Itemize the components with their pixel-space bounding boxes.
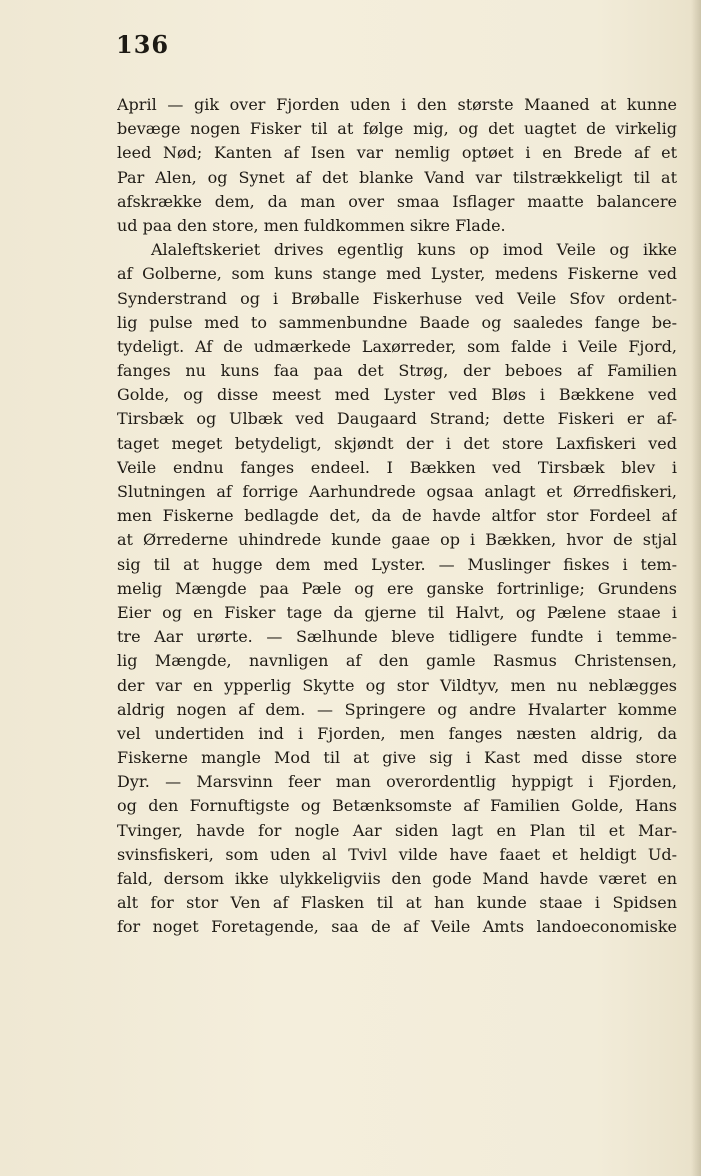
text-line: Slutningen af forrige Aarhundrede ogsaa anlagt et Ørredfiskeri, <box>117 482 677 501</box>
text-line: tydeligt. Af de udmærkede Laxørreder, som falde i Veile Fjord, <box>117 336 677 356</box>
text-line: taget meget betydeligt, skjøndt der i det store Laxfiskeri ved <box>117 433 677 453</box>
text-line: lig Mængde, navnligen af den gamle Rasmus Christensen, <box>117 651 677 671</box>
page-edge-shadow <box>691 0 701 1176</box>
text-line: fald, dersom ikke ulykkeligviis den gode Mand havde været en <box>117 869 677 888</box>
text-line: at Ørrederne uhindrede kunde gaae op i Bækken, hvor de stjal <box>117 530 677 550</box>
text-line: Tvinger, havde for nogle Aar siden lagt en Plan til et Mar- <box>117 820 677 840</box>
text-line: leed Nød; Kanten af Isen var nemlig optøet i en Brede af et <box>117 143 677 163</box>
text-line: Alaleftskeriet drives egentlig kuns op imod Veile og ikke <box>151 240 677 260</box>
text-line: ud paa den store, men fuldkommen sikre Flade. <box>117 215 506 235</box>
body-text <box>117 93 677 940</box>
text-line: og den Fornuftigste og Betænksomste af Familien Golde, Hans <box>117 796 677 816</box>
text-line: melig Mængde paa Pæle og ere ganske fortrinlige; Grundens <box>117 578 677 598</box>
text-line: afskrække dem, da man over smaa Isflager maatte balancere <box>117 191 677 211</box>
text-line: Par Alen, og Synet af det blanke Vand var tilstrækkeligt til at <box>117 167 677 187</box>
text-line: Golde, og disse meest med Lyster ved Bløs i Bækkene ved <box>117 385 677 405</box>
text-line: svinsfiskeri, som uden al Tvivl vilde have faaet et heldigt Ud- <box>117 844 677 864</box>
text-line: Veile endnu fanges endeel. I Bækken ved Tirsbæk blev i <box>117 457 677 477</box>
text-line: aldrig nogen af dem. — Springere og andre Hvalarter komme <box>117 699 677 719</box>
text-line: vel undertiden ind i Fjorden, men fanges næsten aldrig, da <box>117 723 677 743</box>
text-line: der var en ypperlig Skytte og stor Vildtyv, men nu neblægges <box>117 675 677 695</box>
text-line: Synderstrand og i Brøballe Fiskerhuse ved Veile Sfov ordent- <box>117 288 677 308</box>
text-line: tre Aar urørte. — Sælhunde bleve tidligere fundte i temme- <box>117 627 677 647</box>
text-line: Fiskerne mangle Mod til at give sig i Kast med disse store <box>117 748 677 768</box>
text-line: fanges nu kuns faa paa det Strøg, der beboes af Familien <box>117 361 677 381</box>
text-line: alt for stor Ven af Flasken til at han kunde staae i Spidsen <box>117 893 677 913</box>
text-line: Eier og en Fisker tage da gjerne til Halvt, og Pælene staae i <box>117 602 677 622</box>
page-number: 136 <box>116 30 170 59</box>
text-line: af Golberne, som kuns stange med Lyster, medens Fiskerne ved <box>117 264 677 284</box>
text-line: lig pulse med to sammenbundne Baade og saaledes fange be- <box>117 312 677 332</box>
text-line: for noget Foretagende, saa de af Veile Amts landoeconomiske <box>117 917 677 937</box>
text-line: men Fiskerne bedlagde det, da de havde altfor stor Fordeel af <box>117 506 677 526</box>
text-line: bevæge nogen Fisker til at følge mig, og det uagtet de virkelig <box>117 119 677 139</box>
text-line: Tirsbæk og Ulbæk ved Daugaard Strand; dette Fiskeri er af- <box>117 409 677 429</box>
text-line: sig til at hugge dem med Lyster. — Muslinger fiskes i tem- <box>117 554 677 574</box>
text-line: April — gik over Fjorden uden i den største Maaned at kunne <box>117 95 677 114</box>
text-line: Dyr. — Marsvinn feer man overordentlig hyppigt i Fjorden, <box>117 772 677 792</box>
